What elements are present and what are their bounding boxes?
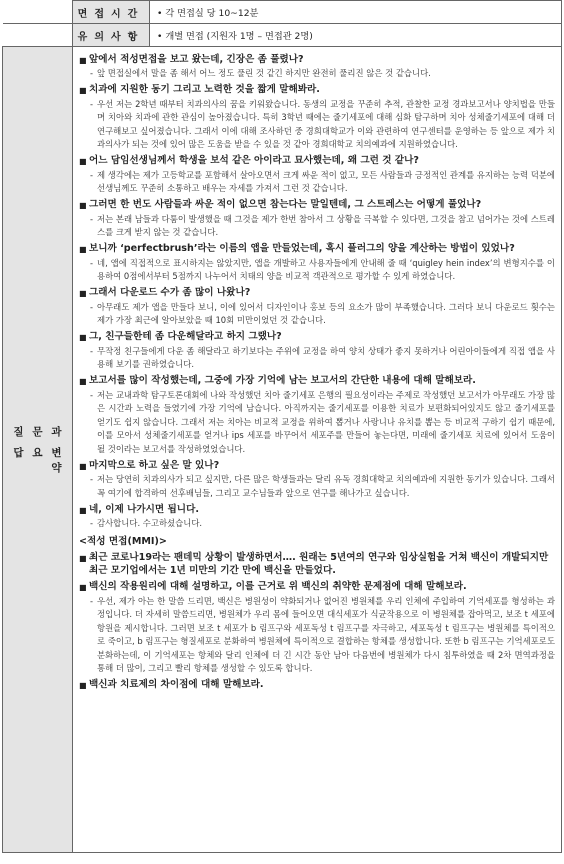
value-bullet: • bbox=[157, 8, 163, 19]
question-text: 보니까 ‘perfectbrush’라는 이름의 앱을 만들었는데, 혹시 플러그의 양을 계산하는 방법이 있었나? bbox=[89, 243, 515, 254]
side-char: 답 bbox=[13, 447, 24, 459]
side-char: 요 bbox=[32, 447, 43, 459]
answer-text: 저는 본래 남들과 다툼이 발생했을 때 그것을 제가 한번 참아서 그 상황을 극복할 수 있다면, 그것을 참고 넘어가는 것에 스트레스를 크게 받지 않는 것 같습니다. bbox=[97, 213, 555, 237]
side-char: 변약 bbox=[51, 447, 62, 474]
question-text: 그래서 다운로드 수가 좀 많이 나왔나? bbox=[89, 287, 251, 298]
answer bbox=[79, 389, 555, 457]
qa-content bbox=[73, 47, 562, 853]
question bbox=[79, 83, 555, 98]
square-bullet-icon: ■ bbox=[79, 245, 87, 254]
answer bbox=[79, 169, 555, 196]
answer bbox=[79, 213, 555, 240]
question-text: 최근 코로나19라는 팬데믹 상황이 발생하면서…. 원래는 5년여의 연구와 임상실험을 거쳐 백신이 개발되지만 최근 모기업에서는 1년 미만의 기간 만에 백신을 만들었다. bbox=[89, 551, 549, 576]
qa-row bbox=[3, 47, 562, 853]
square-bullet-icon: ■ bbox=[79, 201, 87, 210]
answer bbox=[79, 517, 555, 531]
square-bullet-icon: ■ bbox=[79, 553, 87, 563]
answer-text: 우선, 제가 아는 한 말씀 드리면, 백신은 병원성이 약화되거나 없어진 병원체를 우리 인체에 주입하여 기억세포를 형성하는 과정입니다. 더 자세히 말씀드리면, 병원체가 우리 몸에 들어오면 대식세포가 식균작용으로 이 병원체를 잡아먹고, 보조 t 세포에 항원을 제시합니다. 그러면 보조 t 세포가 b 림프구와 세포독성 t 림프구를 자극하고, 세포독성 t 림프구는 병원체를 특이적으로 죽이고, b 림프구는 형질세포로 분화하여 병원체에 특이적으로 결합하는 항체를 생성합니다. 또한 b 림프구는 기억세포로도 분화하는데, 이 기억세포는 항체와 달리 인체에 더 긴 시간 동안 남아 다음번에 병원체가 다시 침투하였을 때 2차 면역과정을 통해 더 많이, 그리고 빨리 항체를 생성할 수 있도록 합니다. bbox=[97, 595, 555, 673]
value-bullet: • bbox=[157, 31, 163, 42]
answer-dash: - bbox=[90, 68, 94, 78]
answer-dash: - bbox=[90, 595, 94, 606]
question bbox=[79, 198, 555, 213]
question-text: 그, 친구들한테 좀 다운해달라고 하지 그랬나? bbox=[89, 331, 282, 342]
answer-text: 저는 교내과학 탐구토론대회에 나와 작성했던 치아 줄기세포 은행의 필요성이라는 주제로 작성했던 보고서가 아무래도 가장 많은 시간과 노력을 들였기에 가장 기억에 남습니다. 아직까지는 줄기세포를 이용한 치료가 보편화되어있지도 않고 줄기세포를 얻기도 쉽지 않습니다. 그래서 저는 치아는 비교적 교정을 위하여 뽑거나 사랑니나 유치를 뽑는 등 비교적 구하기 쉽기 때문에, 이를 모아서 성체줄기세포를 얻거나 ips 세포를 바꾸어서 세포주를 만들어 놓는다면, 미래에 줄기세포 치료에 있어서 도움이 될 것이라는 보고서를 작성하였었습니다. bbox=[97, 389, 555, 454]
answer bbox=[79, 67, 555, 81]
time-label: 면접시간 bbox=[73, 1, 150, 24]
question-text: 마지막으로 하고 싶은 말 있나? bbox=[89, 459, 220, 471]
question bbox=[79, 286, 555, 301]
square-bullet-icon: ■ bbox=[79, 583, 87, 592]
side-label-cell bbox=[3, 47, 73, 853]
question bbox=[79, 580, 555, 595]
answer-text: 감사합니다. 수고하셨습니다. bbox=[97, 518, 203, 528]
answer bbox=[79, 98, 555, 152]
answer-dash: - bbox=[90, 213, 94, 224]
qa-list bbox=[79, 53, 555, 531]
question-text: 그러면 한 번도 사람들과 싸운 적이 없으면 참는다는 말일텐데, 그 스트레스는 어떻게 풀었나? bbox=[89, 199, 482, 210]
side-char: 질 bbox=[13, 426, 24, 438]
answer-dash: - bbox=[90, 389, 94, 400]
answer-dash: - bbox=[90, 257, 94, 268]
square-bullet-icon: ■ bbox=[79, 461, 87, 471]
header-row-notes bbox=[3, 24, 562, 47]
answer-dash: - bbox=[90, 518, 94, 528]
square-bullet-icon: ■ bbox=[79, 681, 87, 690]
mmi-title: <적성 면접(MMI)> bbox=[79, 535, 167, 547]
square-bullet-icon: ■ bbox=[79, 86, 87, 95]
question bbox=[79, 374, 555, 389]
question-text: 치과에 지원한 동기 그리고 노력한 것을 짧게 말해봐라. bbox=[89, 84, 320, 95]
question bbox=[79, 503, 555, 518]
answer-text: 제 생각에는 제가 고등학교를 포함해서 살아오면서 크게 싸운 적이 없고, 모든 사람들과 긍정적인 관계를 유지하는 능력 덕분에 선생님께도 꾸준히 소통하고 배우는 자세를 가져서 그런 것 같습니다. bbox=[97, 169, 555, 193]
square-bullet-icon: ■ bbox=[79, 333, 87, 342]
square-bullet-icon: ■ bbox=[79, 377, 87, 386]
square-bullet-icon: ■ bbox=[79, 55, 87, 65]
question-text: 백신과 치료제의 차이점에 대해 말해보라. bbox=[89, 679, 264, 690]
answer bbox=[79, 257, 555, 284]
notes-label: 유의사항 bbox=[73, 24, 150, 47]
side-char: 과 bbox=[51, 426, 62, 438]
question bbox=[79, 678, 555, 693]
answer bbox=[79, 595, 555, 676]
question-text: 백신의 작용원리에 대해 설명하고, 이를 근거로 위 백신의 취약한 문제점에 대해 말해보라. bbox=[89, 581, 467, 592]
question bbox=[79, 551, 555, 578]
answer-text: 우선 저는 2학년 때부터 치과의사의 꿈을 키워왔습니다. 동생의 교정을 꾸준히 추적, 관찰한 교정 경과보고서나 양치법을 만들며 치아와 치과에 관한 관심이 높아졌습니다. 특히 3학년 때에는 줄기세포에 대해 심화 탐구하며 치아 성체줄기세포에 대해 더 연구해보고 싶어졌습니다. 그래서 이에 대해 조사하던 중 경희대학교가 이와 관련하여 연구센터를 운영하는 등 앞으로 제가 치과의사가 되는 것에 있어 많은 도움을 받을 수 있을 것 같아 경희대학교 치의예과에 지원하였습니다. bbox=[97, 98, 555, 149]
interview-table bbox=[2, 0, 562, 853]
question bbox=[79, 242, 555, 257]
answer-dash: - bbox=[90, 345, 94, 356]
answer-text: 앞 면접실에서 말을 좀 해서 어느 정도 풀린 것 같긴 하지만 완전히 풀리진 않은 것 같습니다. bbox=[97, 68, 431, 78]
question bbox=[79, 330, 555, 345]
answer bbox=[79, 345, 555, 372]
question-text: 앞에서 적성면접을 보고 왔는데, 긴장은 좀 풀렸나? bbox=[89, 53, 304, 65]
answer-dash: - bbox=[90, 301, 94, 312]
side-char: 문 bbox=[32, 426, 43, 438]
answer-dash: - bbox=[90, 169, 94, 180]
time-value-cell bbox=[150, 1, 562, 24]
question-text: 보고서를 많이 작성했는데, 그중에 가장 기억에 남는 보고서의 간단한 내용에 대해 말해보라. bbox=[89, 375, 476, 386]
square-bullet-icon: ■ bbox=[79, 505, 87, 515]
question bbox=[79, 53, 555, 68]
square-bullet-icon: ■ bbox=[79, 289, 87, 298]
question bbox=[79, 154, 555, 169]
square-bullet-icon: ■ bbox=[79, 157, 87, 166]
mmi-list bbox=[79, 551, 555, 693]
notes-value-cell bbox=[150, 24, 562, 47]
answer-dash: - bbox=[90, 98, 94, 109]
answer-text: 무작정 친구들에게 다운 좀 해달라고 하기보다는 주위에 교정을 하여 양치 상태가 좋지 못하거나 어린아이들에게 직접 앱을 사용해 보기를 권하였습니다. bbox=[97, 345, 555, 369]
time-value: 각 면접실 당 10~12분 bbox=[165, 8, 259, 19]
answer-text: 네, 앱에 직접적으로 표시하지는 않았지만, 앱을 개발하고 사용자들에게 안내해 줄 때 ‘quigley hein index’의 변형지수를 이용하여 0점에서부터 5점까지 나누어서 치태의 양을 비교적 객관적으로 평가할 수 있게 하였습니다. bbox=[97, 257, 555, 281]
answer-text: 저는 당연히 치과의사가 되고 싶지만, 다른 많은 학생들과는 달리 유독 경희대학교 치의예과에 지원한 동기가 있습니다. 그래서 꼭 여기에 합격하여 선후배님들, 그리고 교수님들과 앞으로 연구를 해나가고 싶습니다. bbox=[97, 474, 555, 498]
answer-dash: - bbox=[90, 474, 94, 484]
answer bbox=[79, 301, 555, 328]
answer-text: 아무래도 제가 앱을 만들다 보니, 이에 있어서 디자인이나 홍보 등의 요소가 많이 부족했습니다. 그러다 보니 다운로드 횟수는 제가 가장 최근에 알아보았을 때 10회 미만이었던 것 같습니다. bbox=[97, 301, 555, 325]
question-text: 어느 담임선생님께서 학생을 보석 같은 아이라고 묘사했는데, 왜 그런 것 같나? bbox=[89, 155, 419, 166]
header-row-time bbox=[3, 1, 562, 24]
answer bbox=[79, 473, 555, 500]
notes-value: 개별 면접 (지원자 1명 – 면접관 2명) bbox=[165, 31, 313, 42]
side-label bbox=[3, 424, 72, 475]
question bbox=[79, 459, 555, 474]
question-text: 네, 이제 나가시면 됩니다. bbox=[89, 503, 199, 515]
